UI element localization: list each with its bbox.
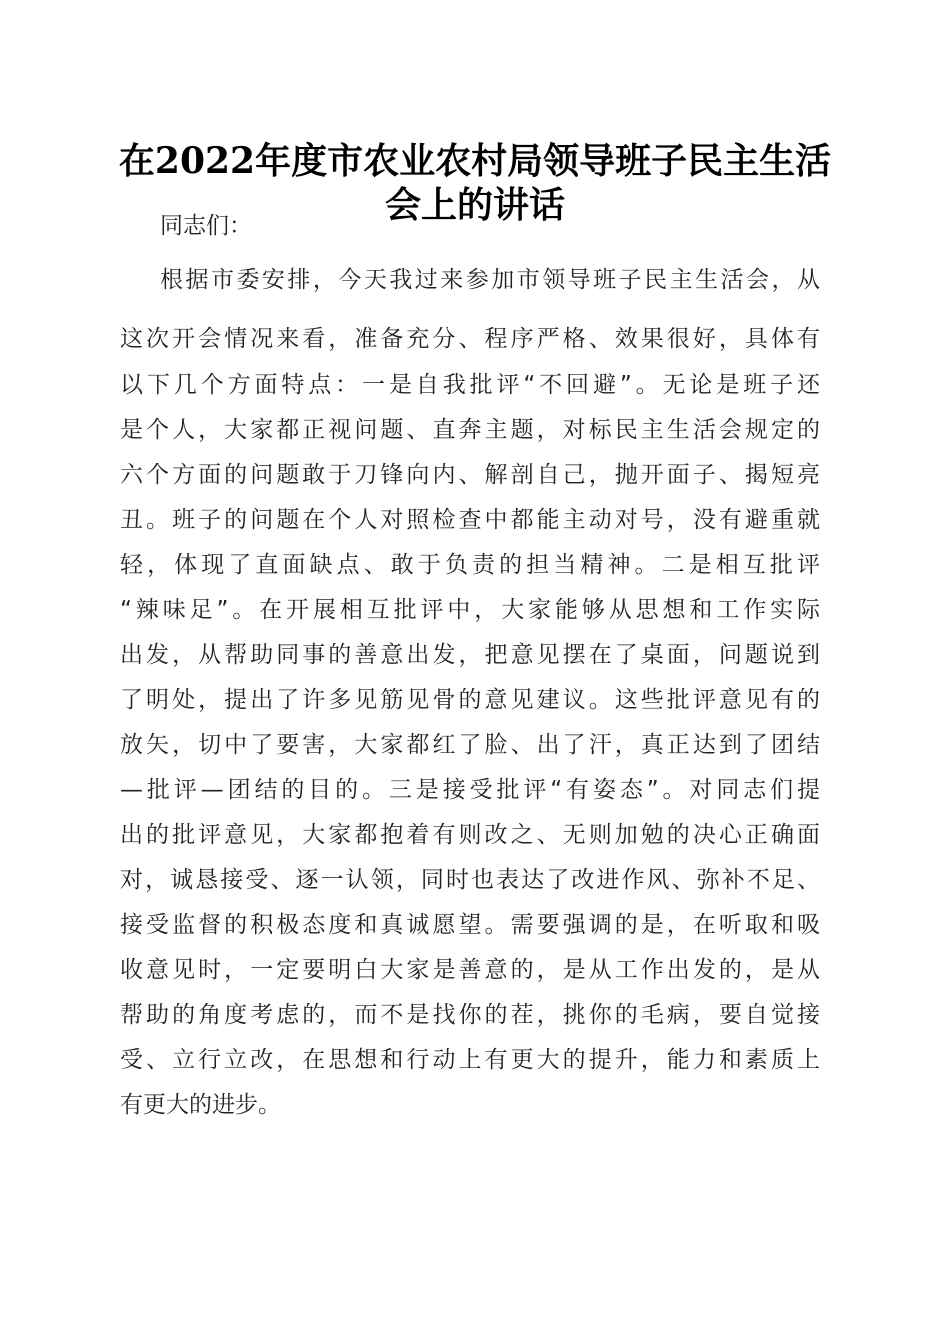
- body-line: 根据市委安排，今天我过来参加市领导班子民主生活会，从: [160, 267, 820, 293]
- body-line: 受、立行立改，在思想和行动上有更大的提升，能力和素质上: [120, 1047, 820, 1073]
- document-title-line-2: 会上的讲话: [384, 184, 565, 226]
- body-line: 帮助的角度考虑的，而不是找你的茬，挑你的毛病，要自觉接: [120, 1002, 820, 1028]
- body-line: “辣味足”。在开展相互批评中，大家能够从思想和工作实际: [120, 597, 820, 623]
- body-line: 以下几个方面特点：一是自我批评“不回避”。无论是班子还: [120, 372, 820, 398]
- body-line: 丑。班子的问题在个人对照检查中都能主动对号，没有避重就: [120, 507, 820, 533]
- body-line: 出的批评意见，大家都抱着有则改之、无则加勉的决心正确面: [120, 822, 820, 848]
- body-line: 是个人，大家都正视问题、直奔主题，对标民主生活会规定的: [120, 417, 820, 443]
- document-title-line-1: 在2022年度市农业农村局领导班子民主生活: [118, 140, 832, 182]
- greeting: 同志们：: [160, 213, 252, 239]
- body-line: 出发，从帮助同事的善意出发，把意见摆在了桌面，问题说到: [120, 642, 820, 668]
- body-line: 有更大的进步。: [120, 1092, 281, 1118]
- body-line: 收意见时，一定要明白大家是善意的，是从工作出发的，是从: [120, 957, 820, 983]
- body-line: —批评—团结的目的。三是接受批评“有姿态”。对同志们提: [120, 777, 820, 803]
- body-line: 轻，体现了直面缺点、敢于负责的担当精神。二是相互批评: [120, 552, 820, 578]
- body-line: 六个方面的问题敢于刀锋向内、解剖自己，抛开面子、揭短亮: [120, 462, 820, 488]
- body-line: 对，诚恳接受、逐一认领，同时也表达了改进作风、弥补不足、: [120, 867, 820, 893]
- body-line: 接受监督的积极态度和真诚愿望。需要强调的是，在听取和吸: [120, 912, 820, 938]
- body-line: 这次开会情况来看，准备充分、程序严格、效果很好，具体有: [120, 326, 820, 352]
- body-line: 了明处，提出了许多见筋见骨的意见建议。这些批评意见有的: [120, 687, 820, 713]
- body-line: 放矢，切中了要害，大家都红了脸、出了汗，真正达到了团结: [120, 732, 820, 758]
